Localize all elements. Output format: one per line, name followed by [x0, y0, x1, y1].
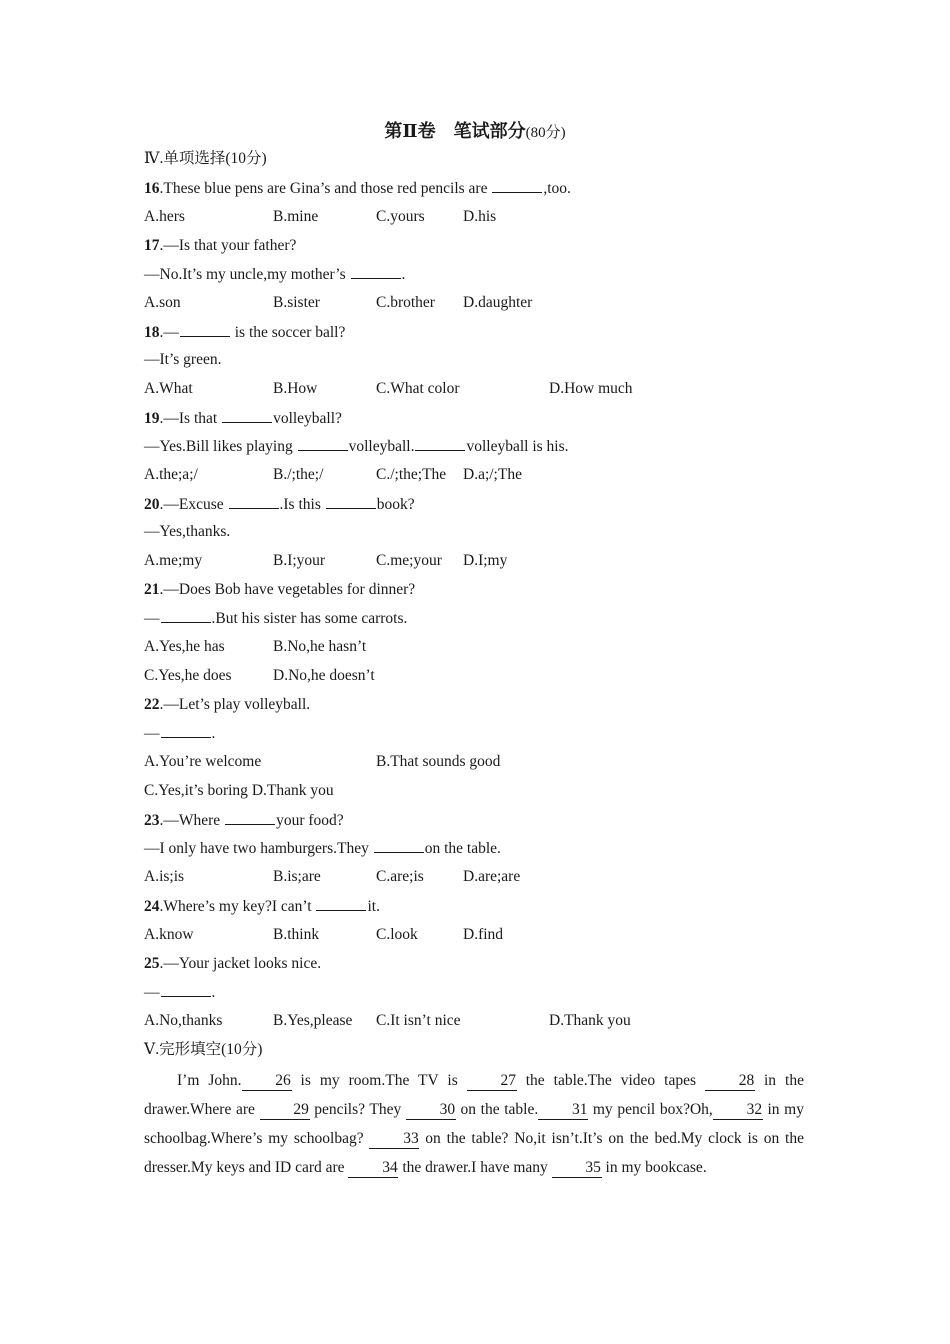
answer-blank	[161, 608, 211, 623]
question-25-response: — .	[144, 984, 216, 1001]
answer-blank	[229, 494, 279, 509]
option-a: A.the;a;/	[144, 466, 198, 483]
cloze-blank-29: 29	[260, 1101, 310, 1120]
option-b: B.I;your	[273, 552, 326, 569]
question-18-options	[144, 379, 844, 399]
option-c: C.brother	[376, 294, 435, 311]
question-17-options	[144, 293, 844, 313]
option-d: D.Thank you	[549, 1012, 631, 1029]
option-b: B.mine	[273, 208, 319, 225]
answer-blank	[161, 982, 211, 997]
cloze-blank-26: 26	[242, 1072, 292, 1091]
cloze-blank-33: 33	[369, 1130, 419, 1149]
question-19-stem: 19.—Is that volleyball?	[144, 410, 342, 427]
question-24-stem: 24.Where’s my key?I can’t it.	[144, 898, 380, 915]
option-c: C.Yes,it’s boring	[144, 782, 248, 799]
option-d: D.his	[463, 208, 497, 225]
question-17-response: —No.It’s my uncle,my mother’s .	[144, 266, 406, 283]
option-d: D.find	[463, 926, 504, 943]
question-21-options-row-1	[144, 637, 844, 657]
question-18-response: —It’s green.	[144, 351, 222, 368]
question-17-stem: 17.—Is that your father?	[144, 237, 297, 254]
question-23-response: —I only have two hamburgers.They on the table.	[144, 840, 501, 857]
cloze-paragraph: I’m John. 26 is my room.The TV is 27 the table.The video tapes 28 in the drawer.Where are 29 pencils? They 30 on the table. 31 my pencil box?Oh, 32 in my schoolbag.Where’s my schoolbag? 33 on the table? No,it isn’t.It’s on the bed.My clock is on the dresser.My keys and ID card are 34 the drawer.I have many 35 in my bookcase.	[144, 1072, 804, 1176]
option-a: A.What	[144, 380, 193, 397]
question-23-stem: 23.—Where your food?	[144, 812, 344, 829]
option-b: B.is;are	[273, 868, 321, 885]
option-b: B.That sounds good	[376, 753, 501, 770]
option-d: D.Thank you	[251, 782, 334, 799]
answer-blank	[161, 723, 211, 738]
question-23-options	[144, 867, 844, 887]
question-20-options	[144, 551, 844, 571]
option-b: B.No,he hasn’t	[273, 638, 367, 655]
option-b: B.sister	[273, 294, 320, 311]
option-a: A.No,thanks	[144, 1012, 223, 1029]
cloze-blank-28: 28	[705, 1072, 755, 1091]
option-d: D.daughter	[463, 294, 533, 311]
question-25-stem: 25.—Your jacket looks nice.	[144, 955, 322, 972]
section-5-heading: Ⅴ.完形填空(10分)	[144, 1041, 263, 1058]
question-18-stem: 18.— is the soccer ball?	[144, 324, 346, 341]
option-a: A.son	[144, 294, 181, 311]
question-19-response: —Yes.Bill likes playing volleyball. volleyball is his.	[144, 438, 569, 455]
option-c: C.yours	[376, 208, 425, 225]
option-a: A.me;my	[144, 552, 203, 569]
answer-blank	[326, 494, 376, 509]
option-a: A.You’re welcome	[144, 753, 262, 770]
cloze-blank-34: 34	[348, 1159, 398, 1178]
question-22-options-row-2	[144, 781, 334, 801]
cloze-blank-32: 32	[713, 1101, 763, 1120]
question-22-response: — .	[144, 725, 216, 742]
answer-blank	[415, 436, 465, 451]
answer-blank	[298, 436, 348, 451]
question-22-stem: 22.—Let’s play volleyball.	[144, 696, 311, 713]
cloze-passage	[144, 1066, 804, 1182]
question-22-options-row-1	[144, 752, 844, 772]
option-a: A.hers	[144, 208, 185, 225]
option-b: B./;the;/	[273, 466, 324, 483]
option-d: D.a;/;The	[463, 466, 522, 483]
cloze-blank-30: 30	[406, 1101, 456, 1120]
answer-blank	[180, 322, 230, 337]
option-c: C.look	[376, 926, 418, 943]
option-c: C./;the;The	[376, 466, 447, 483]
question-20-response: —Yes,thanks.	[144, 523, 231, 540]
question-24-options	[144, 925, 844, 945]
option-b: B.How	[273, 380, 318, 397]
question-21-response: — .But his sister has some carrots.	[144, 610, 408, 627]
cloze-blank-35: 35	[552, 1159, 602, 1178]
question-19-options	[144, 465, 844, 485]
option-d: D.How much	[549, 380, 633, 397]
option-c: C.Yes,he does	[144, 667, 232, 684]
option-d: D.I;my	[463, 552, 508, 569]
question-16-stem: 16.These blue pens are Gina’s and those red pencils are ,too.	[144, 180, 571, 197]
question-20-stem: 20.—Excuse .Is this book?	[144, 496, 415, 513]
option-c: C.It isn’t nice	[376, 1012, 461, 1029]
cloze-blank-31: 31	[538, 1101, 588, 1120]
answer-blank	[225, 810, 275, 825]
option-d: D.No,he doesn’t	[273, 667, 375, 684]
question-16-options	[144, 207, 844, 227]
answer-blank	[374, 838, 424, 853]
question-21-stem: 21.—Does Bob have vegetables for dinner?	[144, 581, 416, 598]
page-title: 第Ⅱ卷 笔试部分(80分)	[384, 121, 566, 141]
cloze-blank-27: 27	[467, 1072, 517, 1091]
answer-blank	[222, 408, 272, 423]
option-b: B.think	[273, 926, 320, 943]
option-c: C.me;your	[376, 552, 442, 569]
answer-blank	[316, 896, 366, 911]
option-c: C.What color	[376, 380, 460, 397]
option-b: B.Yes,please	[273, 1012, 353, 1029]
option-a: A.is;is	[144, 868, 185, 885]
option-a: A.know	[144, 926, 194, 943]
question-25-options	[144, 1011, 844, 1031]
option-d: D.are;are	[463, 868, 521, 885]
question-21-options-row-2	[144, 666, 844, 686]
option-a: A.Yes,he has	[144, 638, 225, 655]
answer-blank	[351, 264, 401, 279]
option-c: C.are;is	[376, 868, 424, 885]
answer-blank	[492, 178, 542, 193]
section-4-heading: Ⅳ.单项选择(10分)	[144, 150, 267, 167]
